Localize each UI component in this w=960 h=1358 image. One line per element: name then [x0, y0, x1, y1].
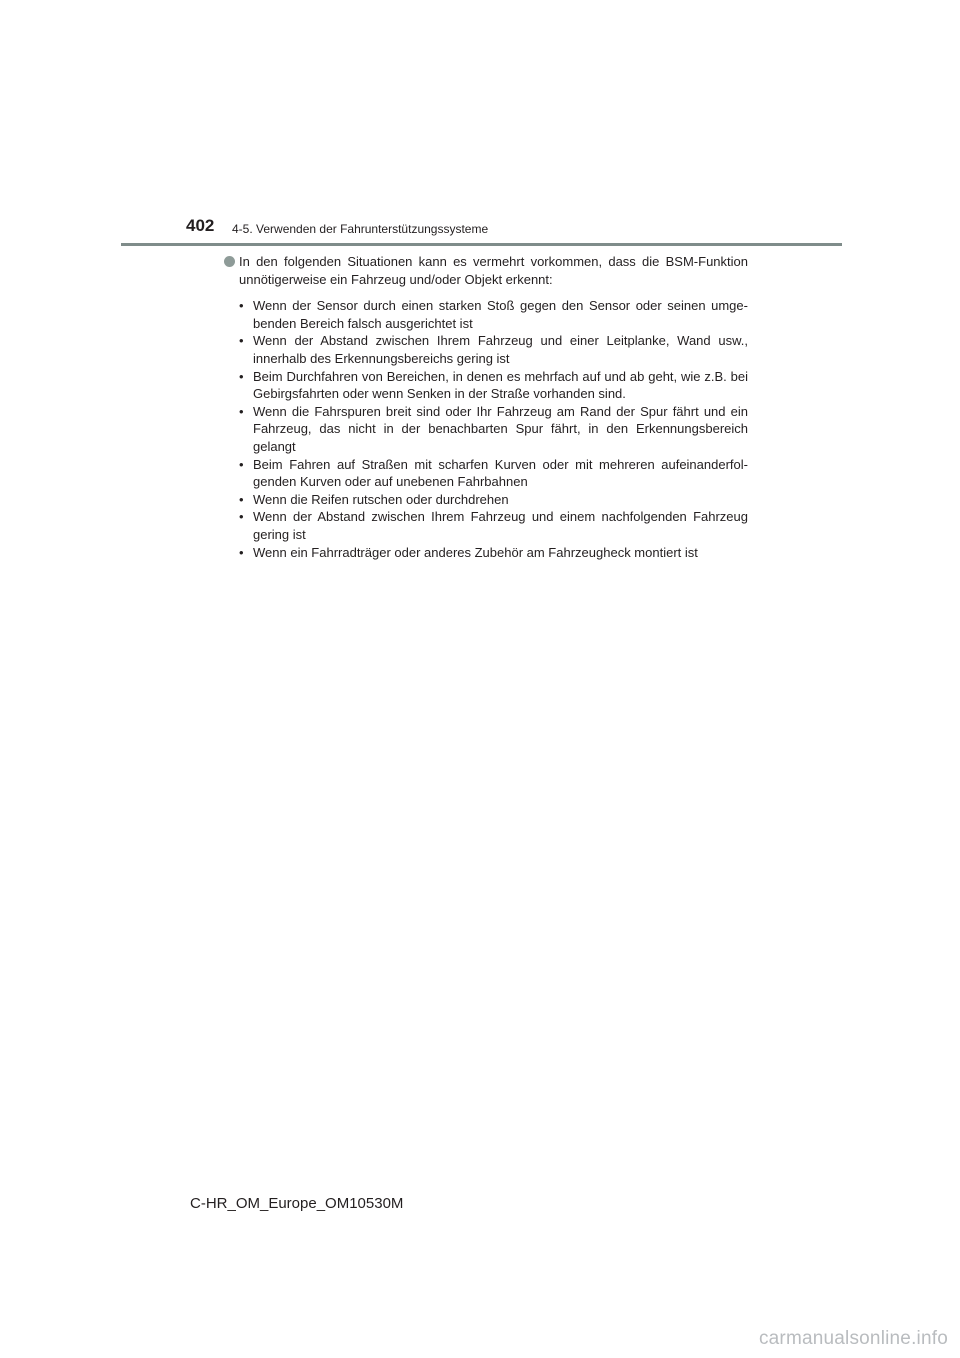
list-item: • Wenn ein Fahrradträger oder anderes Zubehör am Fahrzeugheck montiert ist — [222, 544, 748, 562]
watermark: carmanualsonline.info — [758, 1328, 948, 1349]
list-item: • Wenn der Sensor durch einen starken Stoß gegen den Sensor oder seinen umgebenden Bereich falsch ausgerichtet ist — [222, 297, 748, 332]
section-title: 4-5. Verwenden der Fahrunterstützungssysteme — [232, 222, 489, 236]
lead-paragraph — [222, 253, 748, 288]
header-divider — [121, 243, 842, 246]
list-item: • Wenn die Fahrspuren breit sind oder Ihr Fahrzeug am Rand der Spur fährt und ein Fahrzeug, das nicht in der benachbarten Spur fährt, in den Erkennungsbereich gelangt — [222, 403, 748, 456]
list-item: • Beim Fahren auf Straßen mit scharfen Kurven oder mit mehreren aufeinanderfolgenden Kurven oder auf unebenen Fahrbahnen — [222, 456, 748, 491]
list-item: • Beim Durchfahren von Bereichen, in denen es mehrfach auf und ab geht, wie z.B. bei Gebirgsfahrten oder wenn Senken in der Straße vorhanden sind. — [222, 368, 748, 403]
situation-list — [222, 297, 748, 561]
list-item: • Wenn der Abstand zwischen Ihrem Fahrzeug und einer Leitplanke, Wand usw., innerhalb des Erkennungsbereichs gering ist — [222, 332, 748, 367]
list-item: • Wenn der Abstand zwischen Ihrem Fahrzeug und einem nachfolgenden Fahrzeug gering ist — [222, 508, 748, 543]
lead-text: In den folgenden Situationen kann es vermehrt vorkommen, dass die BSM-Funktion unnötigerweise ein Fahrzeug und/oder Objekt erkennt: — [239, 254, 748, 287]
document-id: C-HR_OM_Europe_OM10530M — [190, 1195, 404, 1212]
circle-bullet-icon — [224, 256, 235, 267]
page-number: 402 — [186, 216, 215, 235]
list-item: • Wenn die Reifen rutschen oder durchdrehen — [222, 491, 748, 509]
content-block — [222, 253, 748, 561]
